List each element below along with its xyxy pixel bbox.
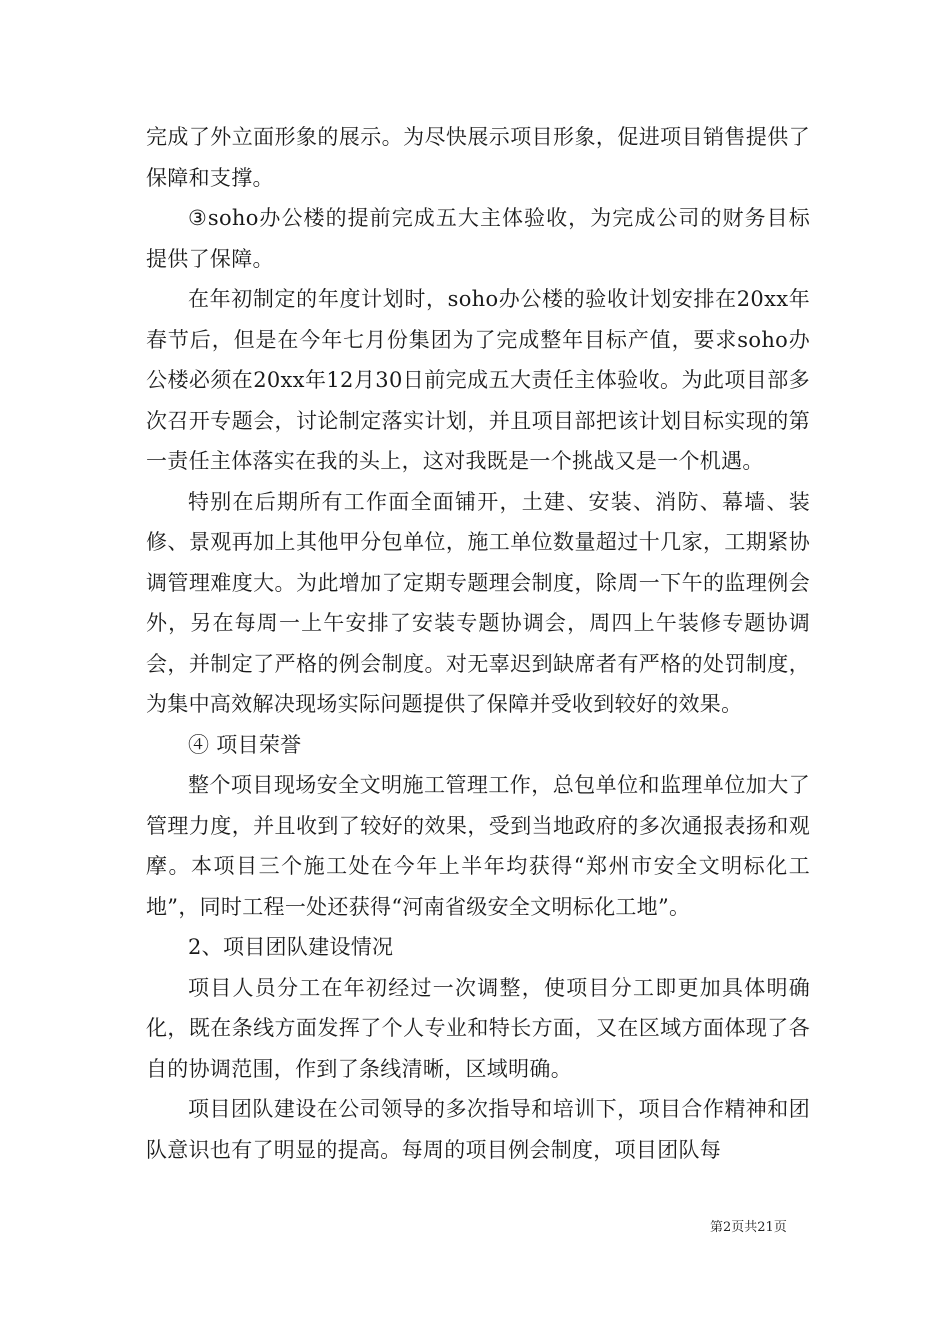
document-body [146, 117, 810, 1170]
paragraph-1: 完成了外立面形象的展示。为尽快展示项目形象，促进项目销售提供了保障和支撑。 [146, 125, 810, 190]
paragraph-7: 项目团队建设在公司领导的多次指导和培训下，项目合作精神和团队意识也有了明显的提高。每周的项目例会制度，项目团队每 [146, 1097, 810, 1162]
paragraph-2: ③soho办公楼的提前完成五大主体验收，为完成公司的财务目标提供了保障。 [146, 206, 810, 271]
paragraph-5: 整个项目现场安全文明施工管理工作，总包单位和监理单位加大了管理力度，并且收到了较好的效果，受到当地政府的多次通报表扬和观摩。本项目三个施工处在今年上半年均获得“郑州市安全文明标化工地”，同时工程一处还获得“河南省级安全文明标化工地”。 [146, 773, 810, 919]
paragraph-3: 在年初制定的年度计划时，soho办公楼的验收计划安排在20xx年春节后，但是在今年七月份集团为了完成整年目标产值，要求soho办公楼必须在20xx年12月30日前完成五大责任主体验收。为此项目部多次召开专题会，讨论制定落实计划，并且项目部把该计划目标实现的第一责任主体落实在我的头上，这对我既是一个挑战又是一个机遇。 [146, 287, 810, 473]
paragraph-4: 特别在后期所有工作面全面铺开，土建、安装、消防、幕墙、装修、景观再加上其他甲分包单位，施工单位数量超过十几家，工期紧协调管理难度大。为此增加了定期专题理会制度，除周一下午的监理例会外，另在每周一上午安排了安装专题协调会，周四上午装修专题协调会，并制定了严格的例会制度。对无辜迟到缺席者有严格的处罚制度，为集中高效解决现场实际问题提供了保障并受收到较好的效果。 [146, 489, 810, 716]
paragraph-6: 项目人员分工在年初经过一次调整，使项目分工即更加具体明确化，既在条线方面发挥了个人专业和特长方面，又在区域方面体现了各自的协调范围，作到了条线清晰，区域明确。 [146, 975, 810, 1081]
page-number: 第2页共21页 [710, 1220, 787, 1235]
section-heading-project-honor: ④ 项目荣誉 [188, 732, 302, 757]
section-heading-team-building: 2、项目团队建设情况 [188, 935, 394, 959]
